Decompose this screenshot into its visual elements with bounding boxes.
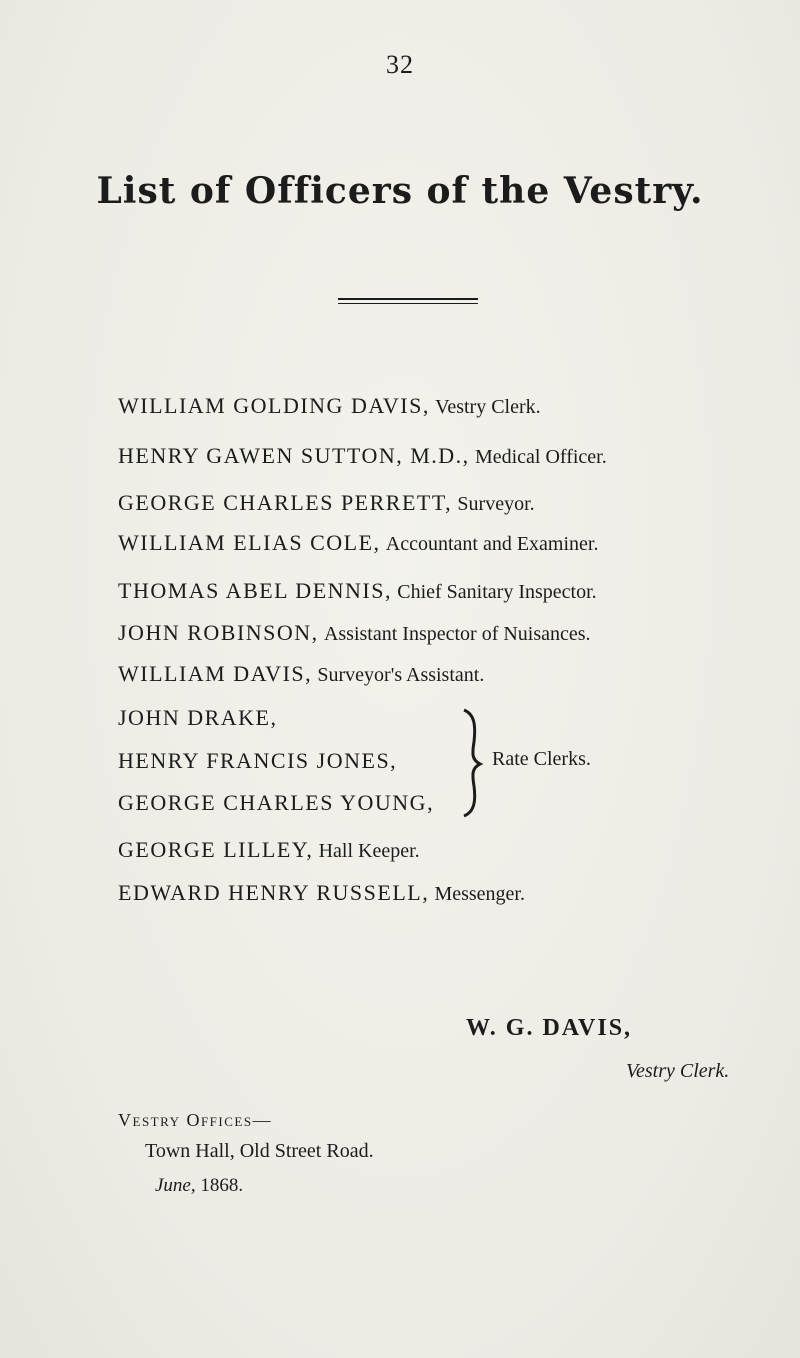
officer-entry: [118, 393, 541, 419]
officer-entry: [118, 530, 598, 556]
officer-role: Hall Keeper.: [318, 840, 420, 862]
officer-name: GEORGE LILLEY,: [118, 837, 314, 862]
officer-name: HENRY FRANCIS JONES,: [118, 748, 398, 773]
officer-role: Messenger.: [434, 883, 525, 905]
brace-icon: [458, 708, 488, 818]
date-year: 1868.: [200, 1175, 244, 1196]
rate-clerks-label: Rate Clerks.: [492, 748, 591, 770]
offices-heading: Vestry Offices—: [118, 1110, 273, 1130]
officer-role: Surveyor's Assistant.: [317, 664, 485, 686]
officer-name: HENRY GAWEN SUTTON, M.D.,: [118, 443, 470, 468]
officer-name: JOHN ROBINSON,: [118, 620, 319, 645]
officer-entry: [118, 661, 484, 687]
officer-entry: [118, 620, 591, 646]
officer-role: Vestry Clerk.: [435, 396, 541, 418]
officer-name: GEORGE CHARLES YOUNG,: [118, 790, 435, 815]
officer-entry: [118, 578, 597, 604]
officer-name: WILLIAM GOLDING DAVIS,: [118, 393, 430, 418]
officer-role: Surveyor.: [457, 493, 535, 515]
officer-role: Accountant and Examiner.: [385, 533, 599, 555]
date-month: June,: [155, 1175, 196, 1196]
officer-role: Medical Officer.: [474, 446, 607, 468]
signature-role: Vestry Clerk.: [626, 1060, 730, 1082]
officer-name: EDWARD HENRY RUSSELL,: [118, 880, 430, 905]
officer-entry: [118, 705, 278, 731]
signature-name: W. G. DAVIS,: [466, 1015, 633, 1041]
officer-name: JOHN DRAKE,: [118, 705, 278, 730]
offices-date: [155, 1175, 243, 1197]
officer-entry: [118, 880, 525, 906]
officer-entry: [118, 443, 607, 469]
officer-name: GEORGE CHARLES PERRETT,: [118, 490, 453, 515]
officer-entry: [118, 837, 420, 863]
page-number: 32: [386, 50, 414, 79]
officer-name: WILLIAM ELIAS COLE,: [118, 530, 381, 555]
officer-entry: [118, 748, 397, 774]
officer-name: WILLIAM DAVIS,: [118, 661, 313, 686]
officer-role: Chief Sanitary Inspector.: [397, 581, 597, 603]
officer-entry: [118, 490, 535, 516]
page-title: List of Officers of the Vestry.: [96, 170, 704, 212]
title-divider-thin: [338, 303, 478, 304]
officer-name: THOMAS ABEL DENNIS,: [118, 578, 392, 603]
officer-role: Assistant Inspector of Nuisances.: [323, 623, 591, 645]
officer-entry: [118, 790, 434, 816]
offices-address: Town Hall, Old Street Road.: [145, 1140, 374, 1162]
title-divider: [338, 298, 478, 300]
